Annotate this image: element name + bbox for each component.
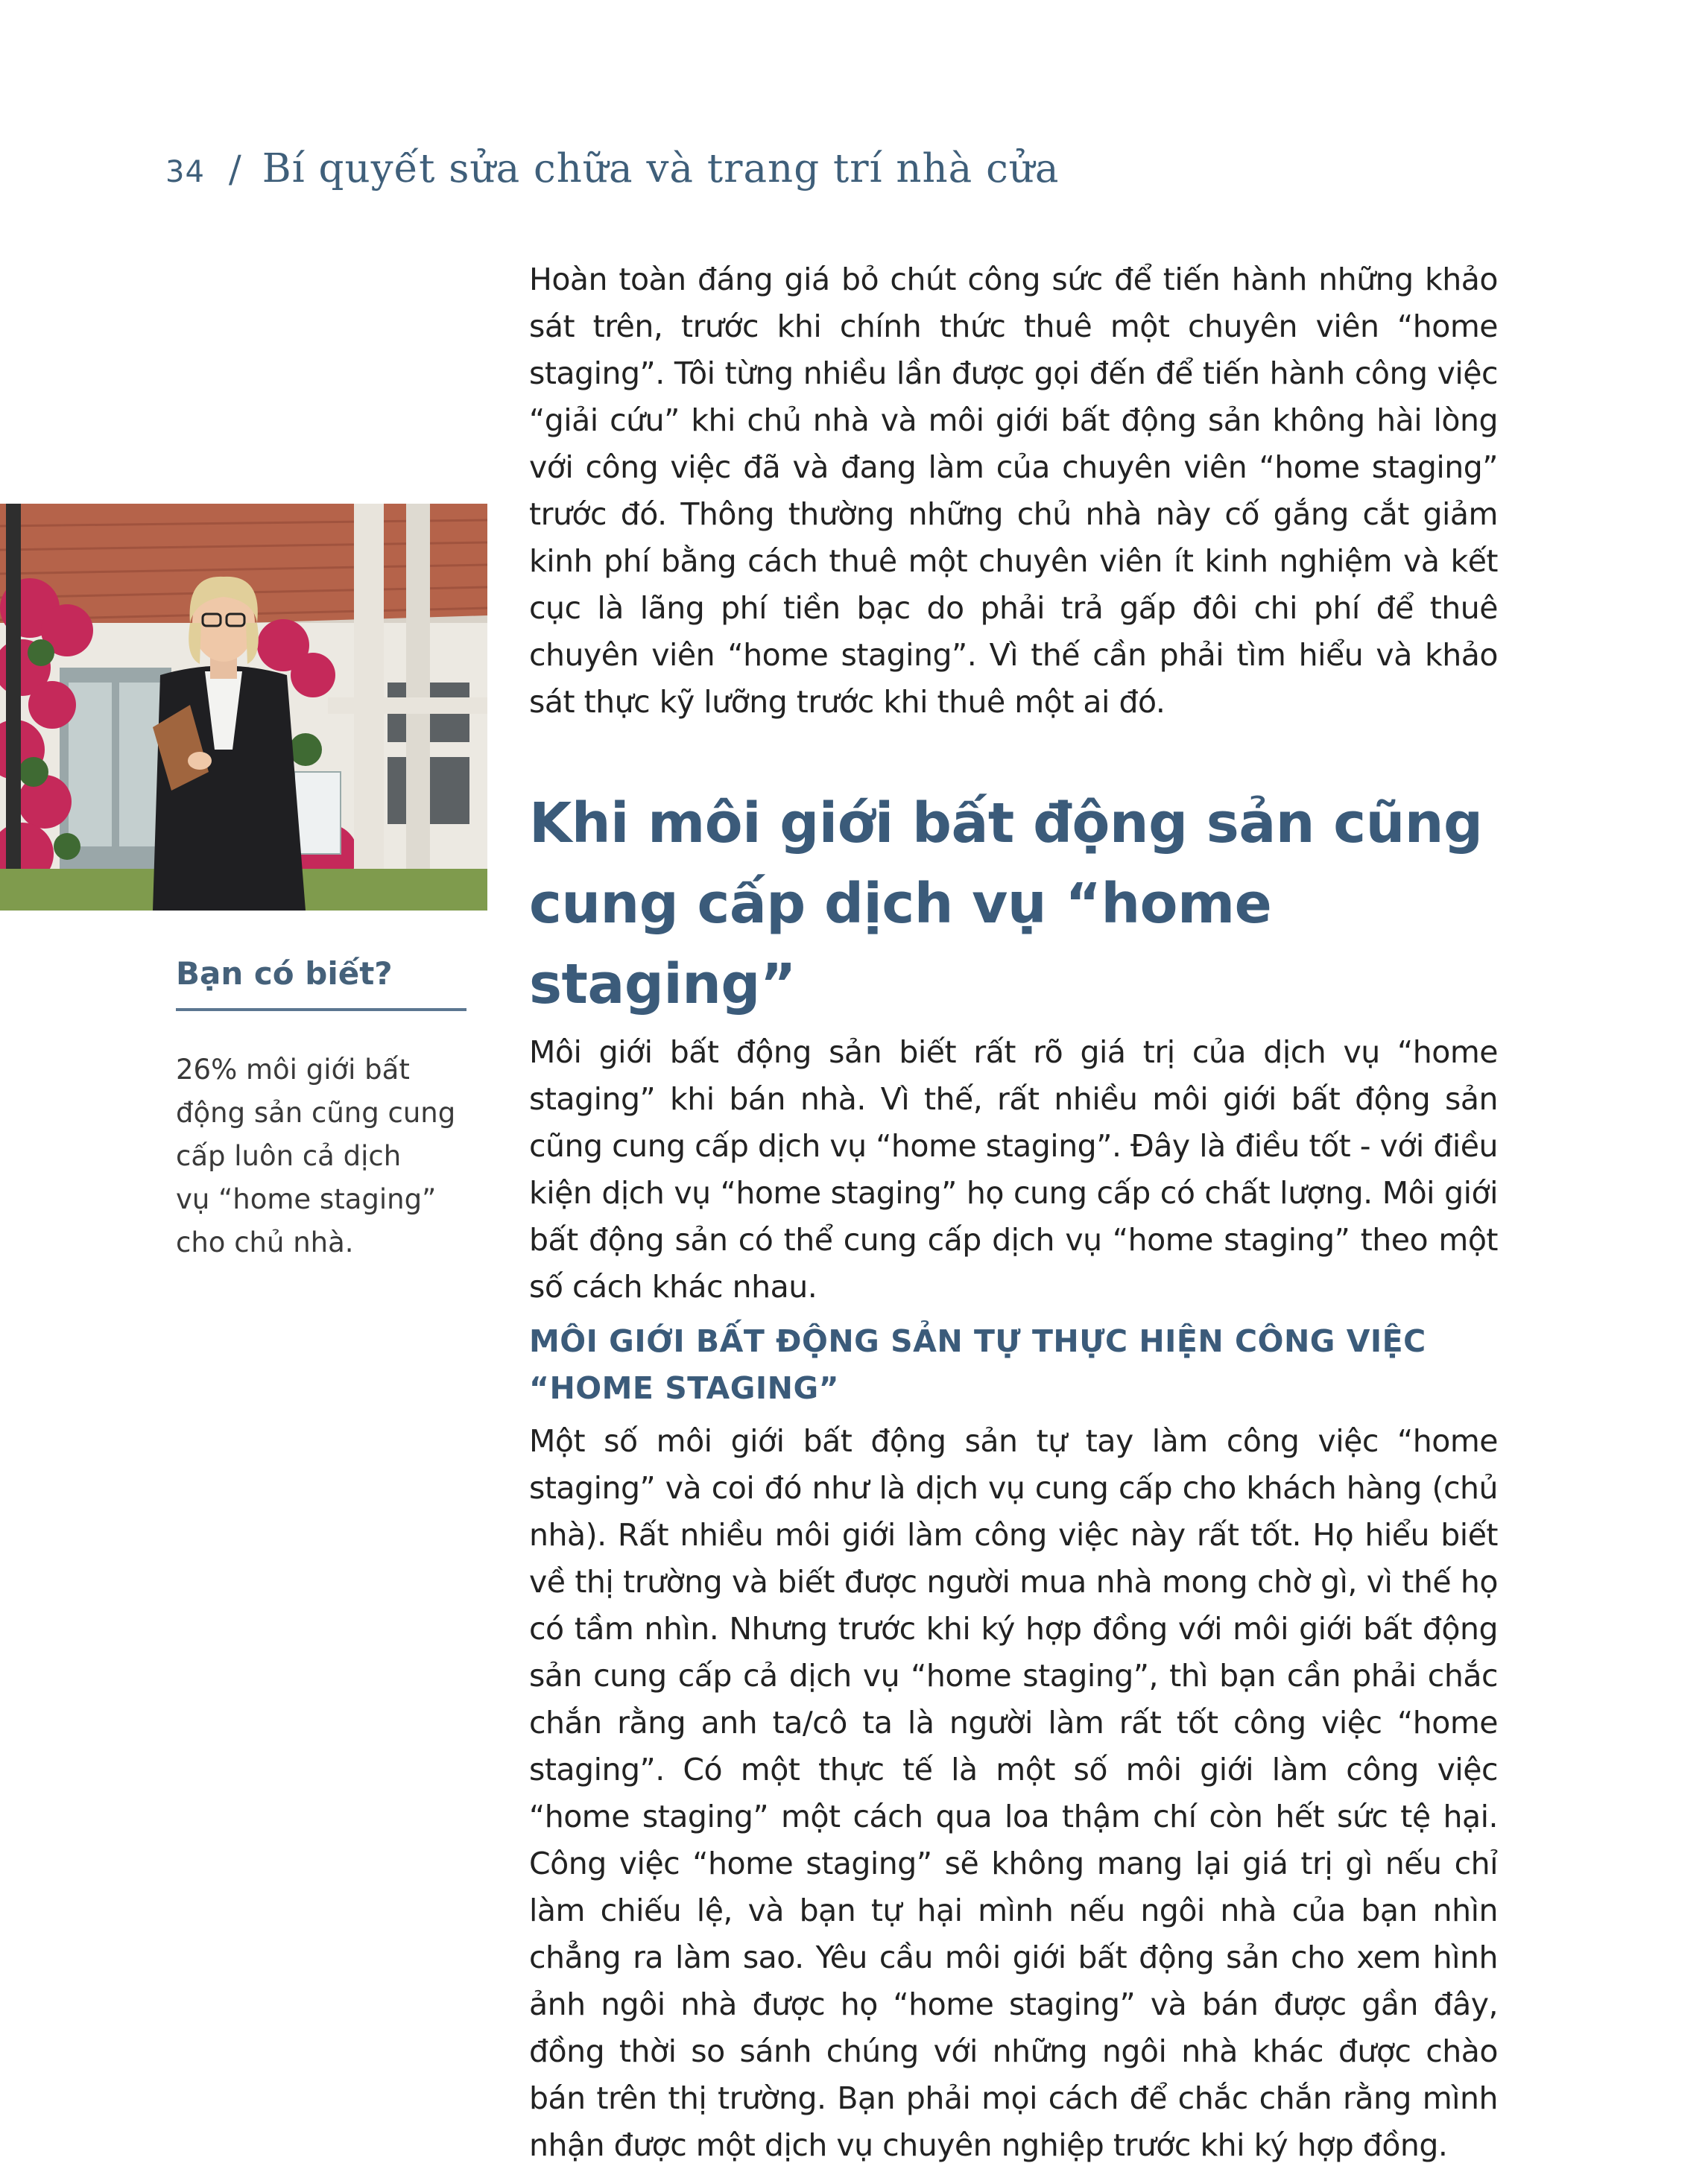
sidebar-line: động sản cũng cung xyxy=(176,1097,456,1129)
woman-realtor-photo xyxy=(0,504,487,911)
subheading-line: “HOME STAGING” xyxy=(529,1370,840,1406)
header-separator: / xyxy=(228,148,241,191)
section-title-line: Khi môi giới bất động sản cũng xyxy=(529,791,1483,855)
section-paragraph: Môi giới bất động sản biết rất rõ giá trị của dịch vụ “home staging” khi bán nhà. Vì thế, rất nhiều môi giới bất động sản cũng cung cấp dịch vụ “home staging”. Đây là điều tốt - với điều kiện dịch vụ “home staging” họ cung cấp có chất lượng. Môi giới bất động sản có thể cung cấp dịch vụ “home staging” theo một số cách khác nhau. xyxy=(529,1034,1498,1305)
sidebar-line: cho chủ nhà. xyxy=(176,1226,354,1258)
sidebar-did-you-know xyxy=(176,955,466,1264)
running-head xyxy=(165,146,1060,206)
subheading xyxy=(529,1318,1498,1412)
sidebar-line: vụ “home staging” xyxy=(176,1183,437,1215)
page-number: 34 xyxy=(165,155,205,189)
sidebar-text xyxy=(176,1048,466,1264)
sub-paragraph: Một số môi giới bất động sản tự tay làm công việc “home staging” và coi đó như là dịch vụ cung cấp cho khách hàng (chủ nhà). Rất nhiều môi giới làm công việc này rất tốt. Họ hiểu biết về thị trường và biết được người mua nhà mong chờ gì, vì thế họ có tầm nhìn. Nhưng trước khi ký hợp đồng với môi giới bất động sản cung cấp cả dịch vụ “home staging”, thì bạn cần phải chắc chắn rằng anh ta/cô ta là người làm rất tốt công việc “home staging”. Có một thực tế là một số môi giới làm công việc “home staging” một cách qua loa thậm chí còn hết sức tệ hại. Công việc “home staging” sẽ không mang lại giá trị gì nếu chỉ làm chiếu lệ, và bạn tự hại mình nếu ngôi nhà của bạn nhìn chẳng ra làm sao. Yêu cầu môi giới bất động sản cho xem hình ảnh ngôi nhà được họ “home staging” và bán được gần đây, đồng thời so sánh chúng với những ngôi nhà khác được chào bán trên thị trường. Bạn phải mọi cách để chắc chắn rằng mình nhận được một dịch vụ chuyên nghiệp trước khi ký hợp đồng. xyxy=(529,1423,1498,2163)
section-title xyxy=(529,783,1498,1025)
intro-paragraph: Hoàn toàn đáng giá bỏ chút công sức để tiến hành những khảo sát trên, trước khi chính thức thuê một chuyên viên “home staging”. Tôi từng nhiều lần được gọi đến để tiến hành công việc “giải cứu” khi chủ nhà và môi giới bất động sản không hài lòng với công việc đã và đang làm của chuyên viên “home staging” trước đó. Thông thường những chủ nhà này cố gắng cắt giảm kinh phí bằng cách thuê một chuyên viên ít kinh nghiệm và kết cục là lãng phí tiền bạc do phải trả gấp đôi chi phí để thuê chuyên viên “home staging”. Vì thế cần phải tìm hiểu và khảo sát thực kỹ lưỡng trước khi thuê một ai đó. xyxy=(529,262,1498,720)
main-column xyxy=(529,256,1498,2169)
subheading-line: MÔI GIỚI BẤT ĐỘNG SẢN TỰ THỰC HIỆN CÔNG VIỆC xyxy=(529,1323,1426,1359)
sidebar-heading: Bạn có biết? xyxy=(176,955,466,1011)
book-title: Bí quyết sửa chữa và trang trí nhà cửa xyxy=(262,146,1060,191)
section-title-line: cung cấp dịch vụ “home staging” xyxy=(529,872,1272,1016)
sidebar-line: cấp luôn cả dịch xyxy=(176,1140,402,1172)
sidebar-line: 26% môi giới bất xyxy=(176,1054,410,1086)
